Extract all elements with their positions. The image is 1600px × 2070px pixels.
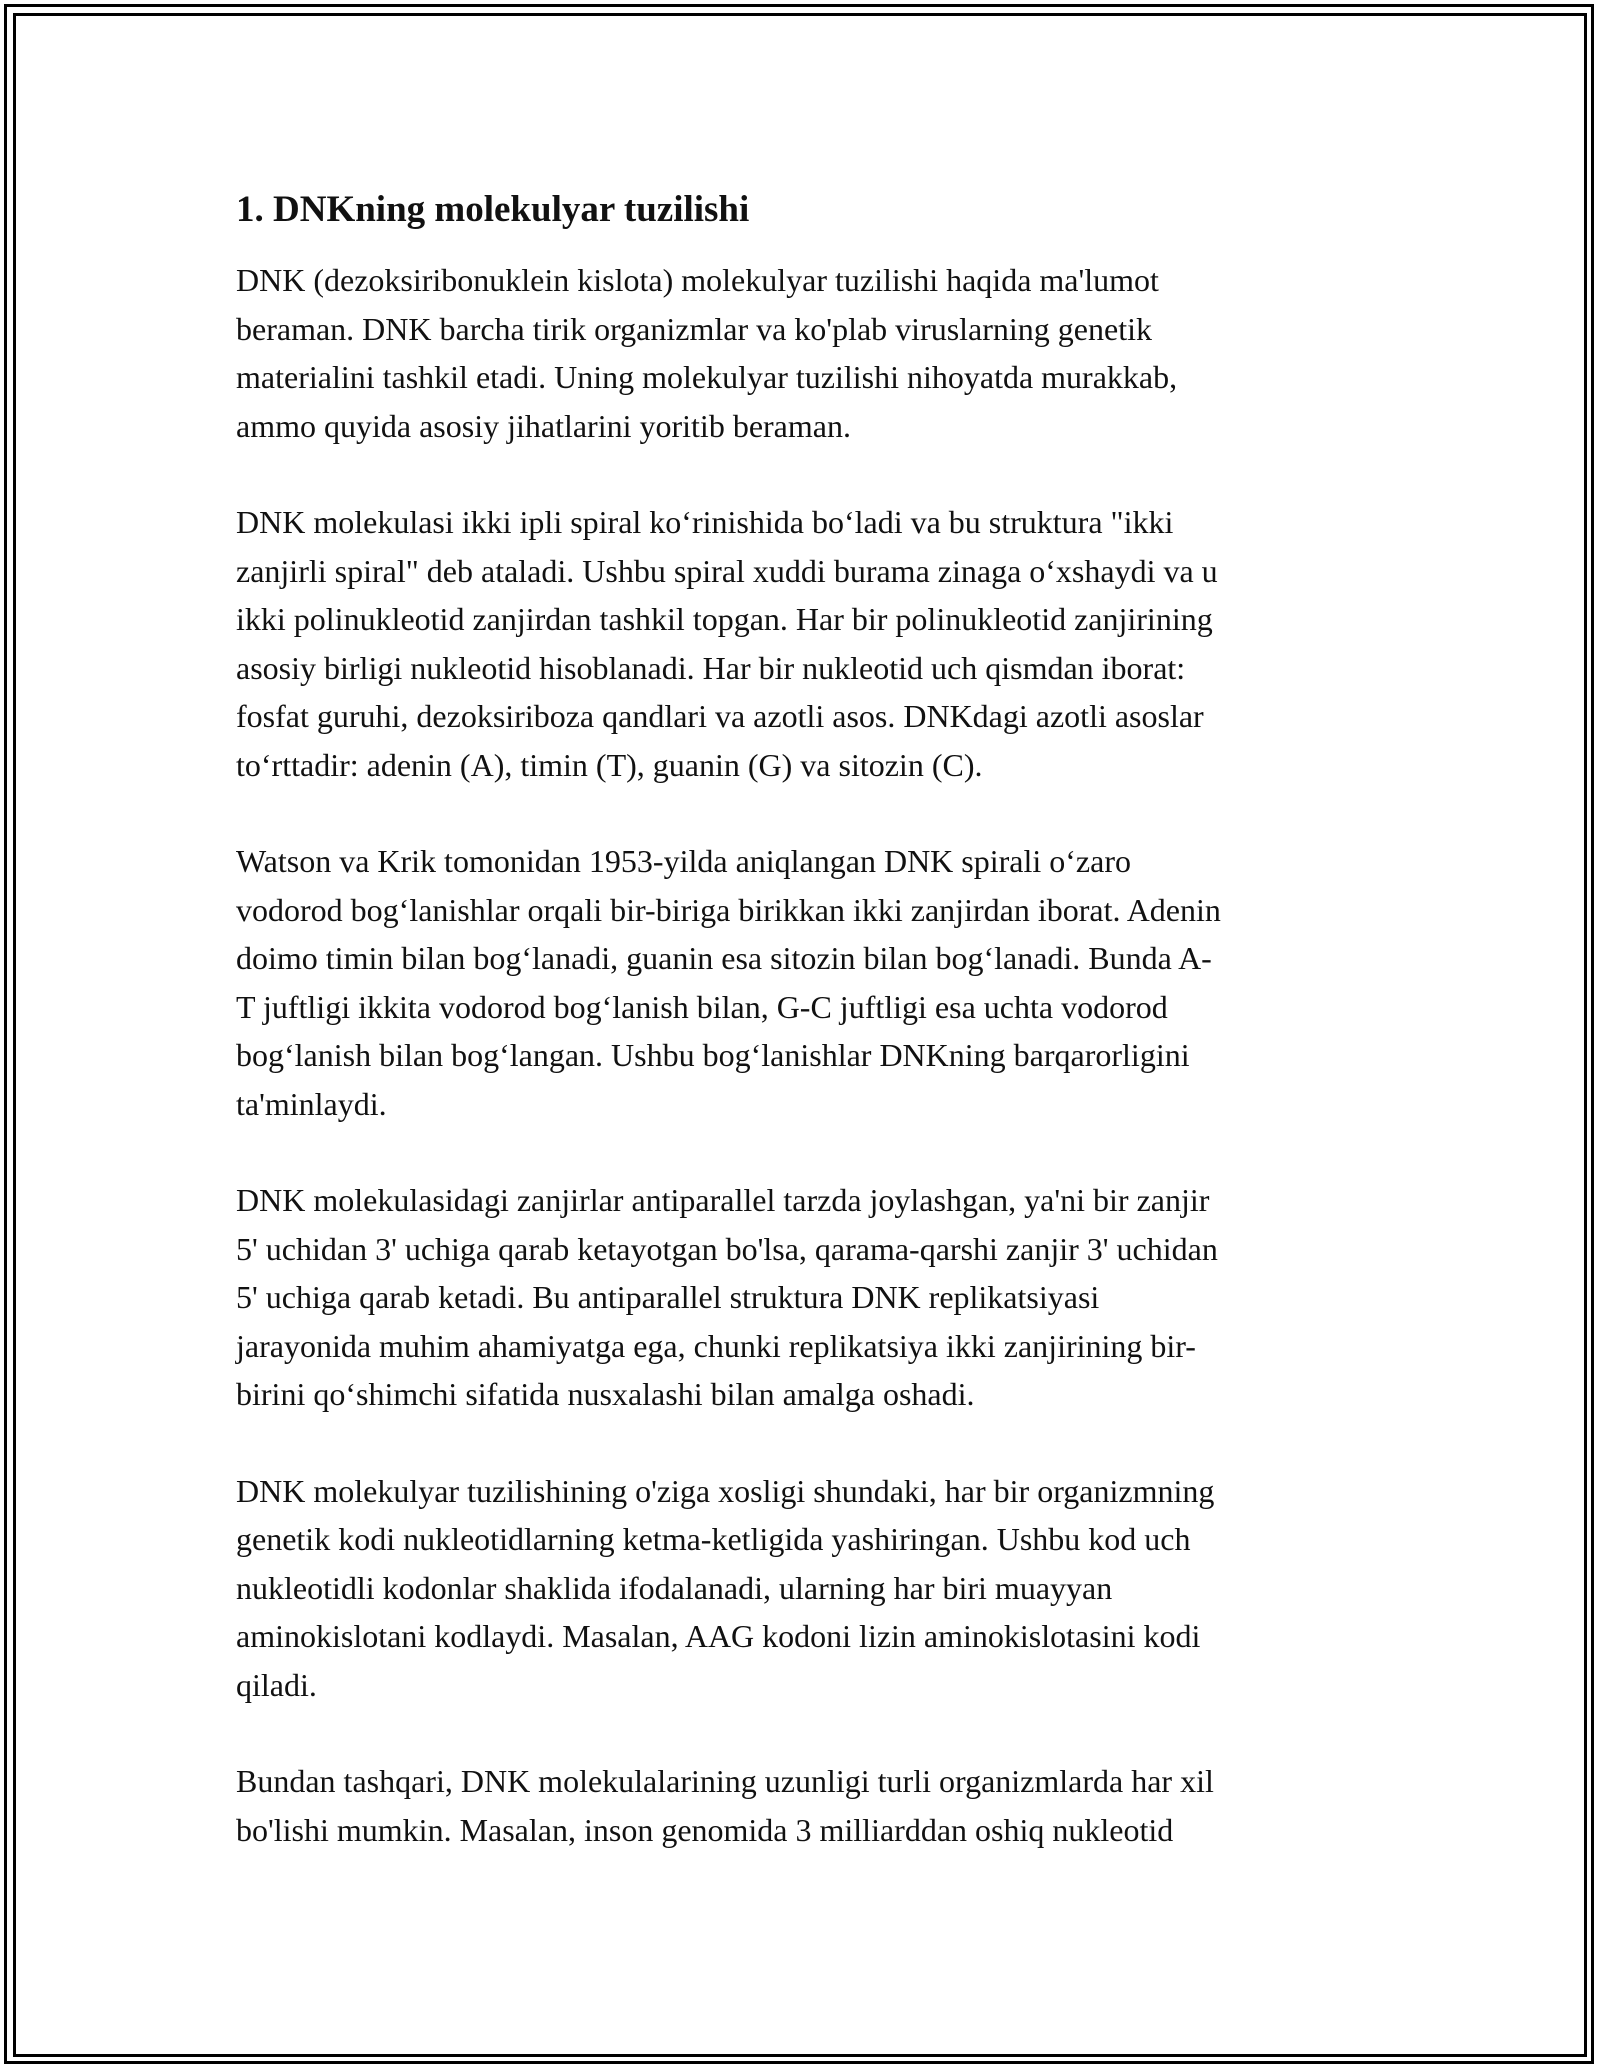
text-line: Watson va Krik tomonidan 1953-yilda aniqlangan DNK spirali oʻzaro: [236, 843, 1131, 879]
text-line: bogʻlanish bilan bogʻlangan. Ushbu bogʻlanishlar DNKning barqarorligini: [236, 1037, 1190, 1073]
paragraph: [236, 1757, 1376, 1854]
text-line: Bundan tashqari, DNK molekulalarining uzunligi turli organizmlarda har xil: [236, 1763, 1214, 1799]
text-line: T juftligi ikkita vodorod bogʻlanish bilan, G-C juftligi esa uchta vodorod: [236, 988, 1168, 1025]
text-line: jarayonida muhim ahamiyatga ega, chunki replikatsiya ikki zanjirining bir-: [236, 1327, 1196, 1364]
text-line: DNK molekulasi ikki ipli spiral koʻrinishida boʻladi va bu struktura "ikki: [236, 504, 1174, 540]
text-line: 5' uchidan 3' uchiga qarab ketayotgan bo'lsa, qarama-qarshi zanjir 3' uchidan: [236, 1230, 1218, 1267]
text-line: fosfat guruhi, dezoksiriboza qandlari va azotli asos. DNKdagi azotli asoslar: [236, 698, 1204, 734]
paragraph: [236, 256, 1376, 450]
text-line: doimo timin bilan bogʻlanadi, guanin esa sitozin bilan bogʻlanadi. Bunda A-: [236, 940, 1212, 976]
text-line: zanjirli spiral" deb ataladi. Ushbu spiral xuddi burama zinaga oʻxshaydi va u: [236, 552, 1218, 589]
text-line: aminokislotani kodlaydi. Masalan, AAG kodoni lizin aminokislotasini kodi: [236, 1618, 1201, 1654]
text-line: bo'lishi mumkin. Masalan, inson genomida 3 milliarddan oshiq nukleotid: [236, 1811, 1174, 1848]
text-line: qiladi.: [236, 1666, 317, 1703]
paragraph: [236, 498, 1376, 789]
text-line: 5' uchiga qarab ketadi. Bu antiparallel struktura DNK replikatsiyasi: [236, 1279, 1100, 1315]
paragraph: [236, 1467, 1376, 1710]
text-line: vodorod bogʻlanishlar orqali bir-biriga birikkan ikki zanjirdan iborat. Adenin: [236, 891, 1221, 928]
text-line: DNK molekulasidagi zanjirlar antiparallel tarzda joylashgan, ya'ni bir zanjir: [236, 1182, 1210, 1218]
text-line: asosiy birligi nukleotid hisoblanadi. Har bir nukleotid uch qismdan iborat:: [236, 649, 1186, 686]
text-line: nukleotidli kodonlar shaklida ifodalanadi, ularning har biri muayyan: [236, 1569, 1113, 1606]
text-line: DNK molekulyar tuzilishining o'ziga xosligi shundaki, har bir organizmning: [236, 1472, 1215, 1509]
paragraph: [236, 1176, 1376, 1419]
text-line: ikki polinukleotid zanjirdan tashkil topgan. Har bir polinukleotid zanjirining: [236, 601, 1213, 637]
text-line: toʻrttadir: adenin (A), timin (T), guanin (G) va sitozin (C).: [236, 746, 983, 783]
text-line: ammo quyida asosiy jihatlarini yoritib beraman.: [236, 407, 851, 444]
document-body: [236, 186, 1376, 1902]
text-line: DNK (dezoksiribonuklein kislota) molekulyar tuzilishi haqida ma'lumot: [236, 262, 1159, 298]
text-line: genetik kodi nukleotidlarning ketma-ketligida yashiringan. Ushbu kod uch: [236, 1521, 1191, 1557]
text-line: birini qoʻshimchi sifatida nusxalashi bilan amalga oshadi.: [236, 1376, 975, 1412]
document-title: 1. DNKning molekulyar tuzilishi: [236, 189, 750, 230]
text-line: beraman. DNK barcha tirik organizmlar va ko'plab viruslarning genetik: [236, 310, 1152, 347]
text-line: ta'minlaydi.: [236, 1085, 387, 1122]
paragraph: [236, 837, 1376, 1128]
text-line: materialini tashkil etadi. Uning molekulyar tuzilishi nihoyatda murakkab,: [236, 359, 1178, 395]
